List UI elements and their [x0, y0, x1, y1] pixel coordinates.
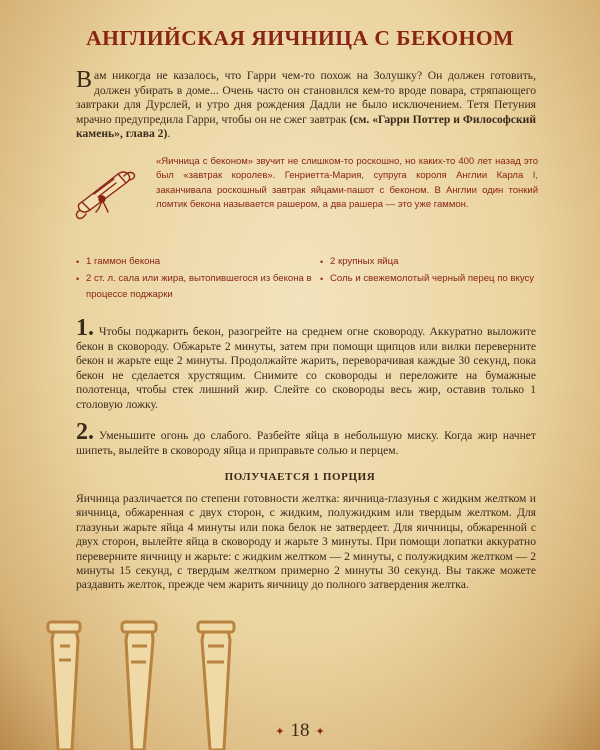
history-note: «Яичница с беконом» звучит не слишком-то роскошно, но каких-то 400 лет назад это был «завтрак королев». Генриетта-Мария, супруга короля Англии Карла I, заканчивала роскошный завтрак яйцами-пашот с беконом. В Англии один тонкий ломтик бекона называется рашером, а два рашера — это уже гаммон. [156, 156, 538, 211]
intro-citation: (см. «Гарри Поттер и Философский камень», глава 2) [76, 112, 536, 141]
step-1 [76, 315, 536, 413]
step-text: Чтобы поджарить бекон, разогрейте на среднем огне сковороду. Аккуратно выложите бекон в сковороду. Обжарьте 2 минуты, затем при помощи щипцов или вилки переверните бекон и жарьте еще 2 минуты. Продолжайте жарить, переворачивая каждые 30 секунд, пока бекон не сделается хрустящим. Снимите со сковороды и переложите на бумажные полотенца, чтобы стек лишний жир. Слейте со сковороды весь жир, оставив только 1 столовую ложку. [76, 325, 536, 411]
page-number-value: 18 [290, 720, 310, 741]
dropcap: В [76, 67, 93, 93]
step-number: 1. [76, 315, 94, 341]
ingredient-item: • 2 ст. л. сала или жира, вытопившегося из бекона в процессе поджарки [76, 271, 312, 304]
step-number: 2. [76, 419, 94, 445]
page-title: АНГЛИЙСКАЯ ЯИЧНИЦА С БЕКОНОМ [86, 26, 514, 50]
intro-end: . [167, 127, 171, 141]
intro-paragraph [76, 69, 536, 142]
ingredient-item: • 2 крупных яйца [320, 254, 540, 271]
ingredient-item: • Соль и свежемолотый черный перец по вкусу [320, 271, 540, 288]
step-text: Уменьшите огонь до слабого. Разбейте яйца в небольшую миску. Когда жир начнет шипеть, вылейте в сковороду яйца и приправьте солью и перцем. [76, 429, 536, 457]
ingredients-list-right [320, 254, 540, 287]
scroll-icon [72, 160, 140, 220]
star-icon: ✦ [275, 726, 285, 739]
star-icon: ✦ [315, 726, 325, 739]
page-number [0, 720, 600, 742]
intro-text: ам никогда не казалось, что Гарри чем-то похож на Золушку? Он должен готовить, должен убирать в доме... Очень часто он становился кем-то вроде повара, стряпающего завтраки для Дурслей, и утро дня рождения Дадли не было исключением. Тетя Петуния мрачно предупредила Гарри, чтобы он не сжег завтрак [76, 69, 536, 126]
ingredient-item: • 1 гаммон бекона [76, 254, 312, 271]
variation-paragraph: Яичница различается по степени готовности желтка: яичница-глазунья с жидким желтком и яичница, обжаренная с двух сторон, с жидким, полужидким или твердым желтком. Для глазуньи жарьте яйца 4 минуты или пока белок не затвердеет. Для яичницы, обжаренной с двух сторон, вылейте яйца в сковороду и жарьте 3 минуты. При помощи лопатки аккуратно переверните яичницу и жарьте: с жидким желтком — 2 минуты, с полужидким желтком — 2 минуты 15 секунд, с твердым желтком примерно 2 минуты 30 секунд. Вы также можете раздавить желток, прежде чем жарить яичницу до полного затвердения желтка. [76, 492, 536, 592]
servings-heading: ПОЛУЧАЕТСЯ 1 ПОРЦИЯ [224, 471, 376, 483]
step-2 [76, 419, 536, 458]
ingredients-list-left [76, 254, 312, 304]
